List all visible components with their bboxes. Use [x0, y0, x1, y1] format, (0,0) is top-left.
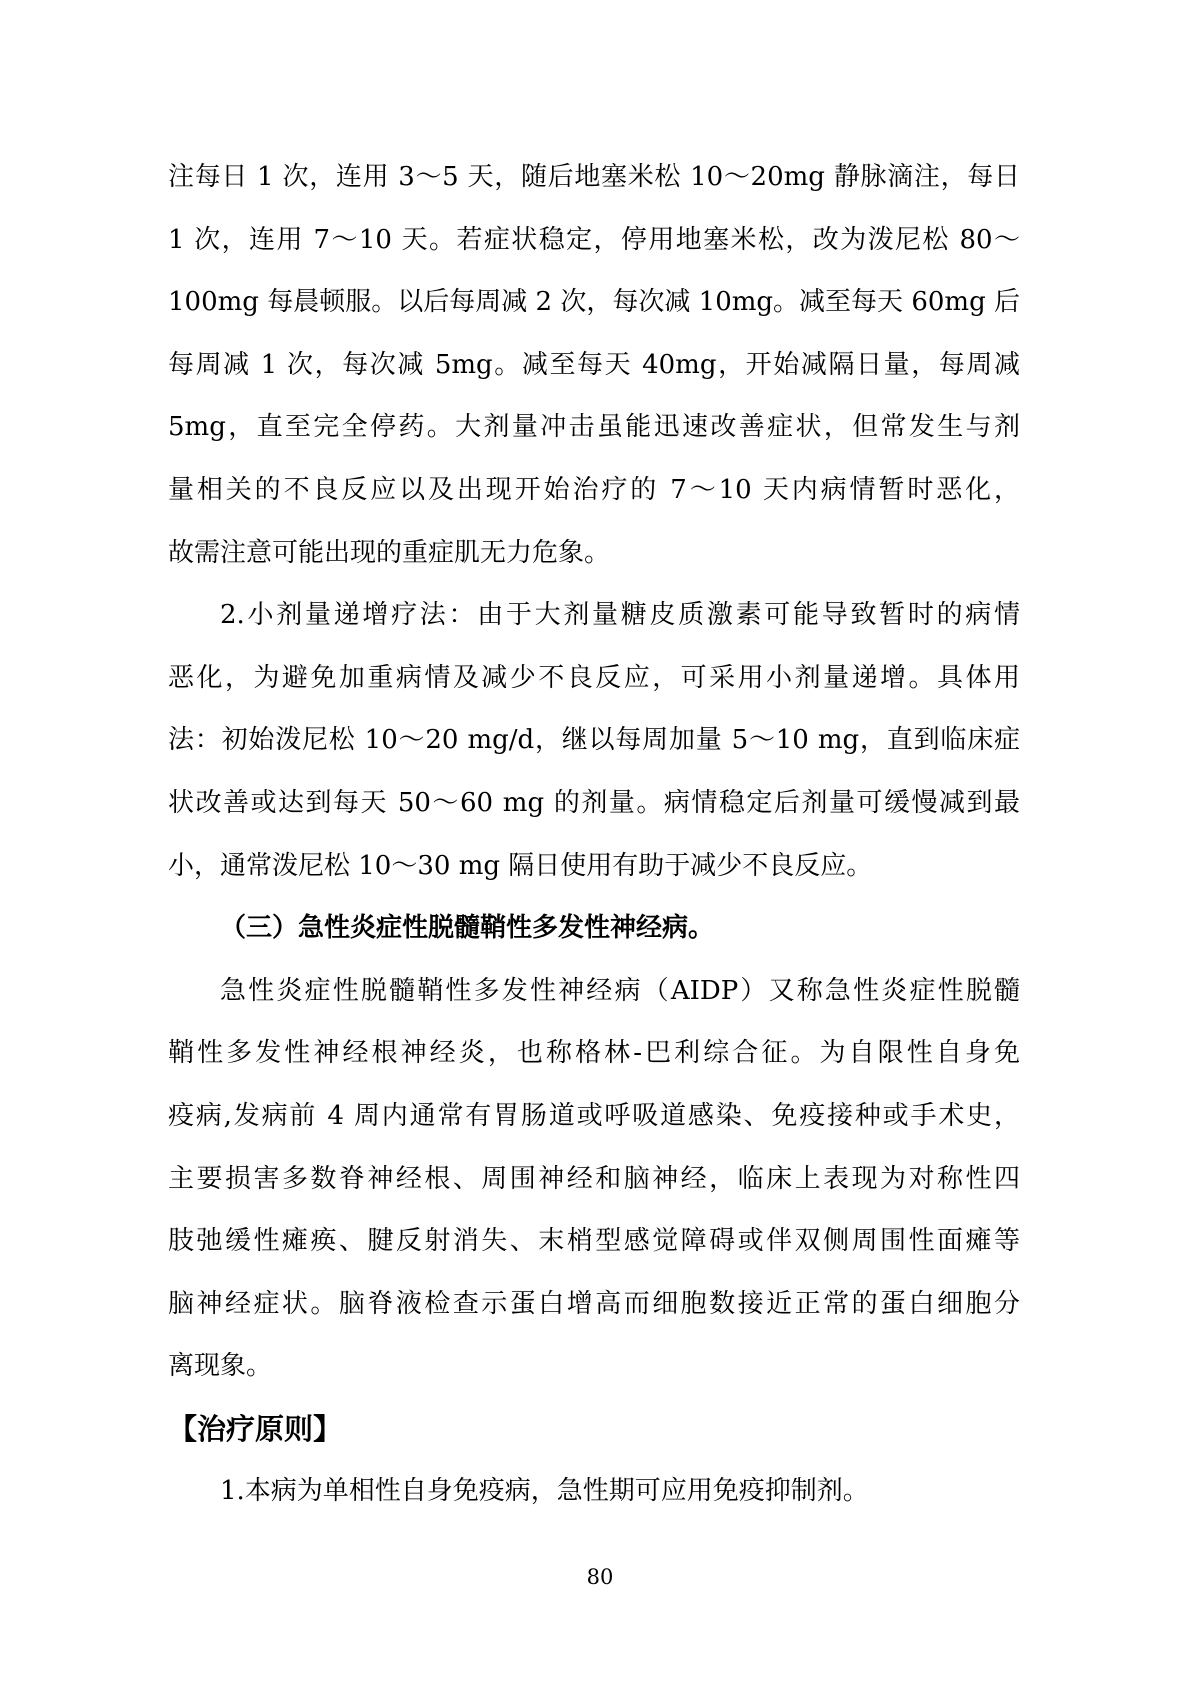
text-line: 注每日 1 次，连用 3～5 天，随后地塞米松 10～20mg 静脉滴注，每日 [168, 162, 1020, 192]
text-line: 离现象。 [168, 1351, 273, 1382]
text-line: 小，通常泼尼松 10～30 mg 隔日使用有助于减少不良反应。 [168, 850, 873, 881]
page-number: 80 [586, 1565, 614, 1589]
text-line: 【治疗原则】 [168, 1411, 343, 1446]
text-line: 恶化，为避免加重病情及减少不良反应，可采用小剂量递增。具体用 [168, 662, 1020, 693]
text-line: 疫病,发病前 4 周内通常有胃肠道或呼吸道感染、免疫接种或手术史， [168, 1100, 1020, 1131]
text-line: 每周减 1 次，每次减 5mg。减至每天 40mg，开始减隔日量，每周减 [168, 349, 1020, 380]
text-line: 急性炎症性脱髓鞘性多发性神经病（AIDP）又称急性炎症性脱髓 [220, 975, 1020, 1006]
text-line: 1.本病为单相性自身免疫病，急性期可应用免疫抑制剂。 [220, 1476, 869, 1507]
text-line: 脑神经症状。脑脊液检查示蛋白增高而细胞数接近正常的蛋白细胞分 [168, 1288, 1020, 1319]
text-line: 状改善或达到每天 50～60 mg 的剂量。病情稳定后剂量可缓慢减到最 [168, 787, 1020, 818]
text-line: （三）急性炎症性脱髓鞘性多发性神经病。 [220, 913, 715, 944]
text-line: 主要损害多数脊神经根、周围神经和脑神经，临床上表现为对称性四 [168, 1163, 1020, 1194]
text-line: 故需注意可能出现的重症肌无力危象。 [168, 537, 611, 568]
text-line: 2.小剂量递增疗法：由于大剂量糖皮质激素可能导致暂时的病情 [220, 600, 1020, 631]
text-line: 1 次，连用 7～10 天。若症状稳定，停用地塞米松，改为泼尼松 80～ [168, 224, 1020, 255]
text-line: 鞘性多发性神经根神经炎，也称格林-巴利综合征。为自限性自身免 [168, 1038, 1020, 1069]
text-line: 肢弛缓性瘫痪、腱反射消失、末梢型感觉障碍或伴双侧周围性面瘫等 [168, 1226, 1020, 1257]
page-text [168, 146, 1020, 1523]
text-line: 量相关的不良反应以及出现开始治疗的 7～10 天内病情暂时恶化， [168, 474, 1020, 505]
text-line: 100mg 每晨顿服。以后每周减 2 次，每次减 10mg。减至每天 60mg 后 [168, 287, 1020, 318]
text-line: 5mg，直至完全停药。大剂量冲击虽能迅速改善症状，但常发生与剂 [168, 412, 1020, 443]
text-line: 法：初始泼尼松 10～20 mg/d，继以每周加量 5～10 mg，直到临床症 [168, 725, 1020, 756]
